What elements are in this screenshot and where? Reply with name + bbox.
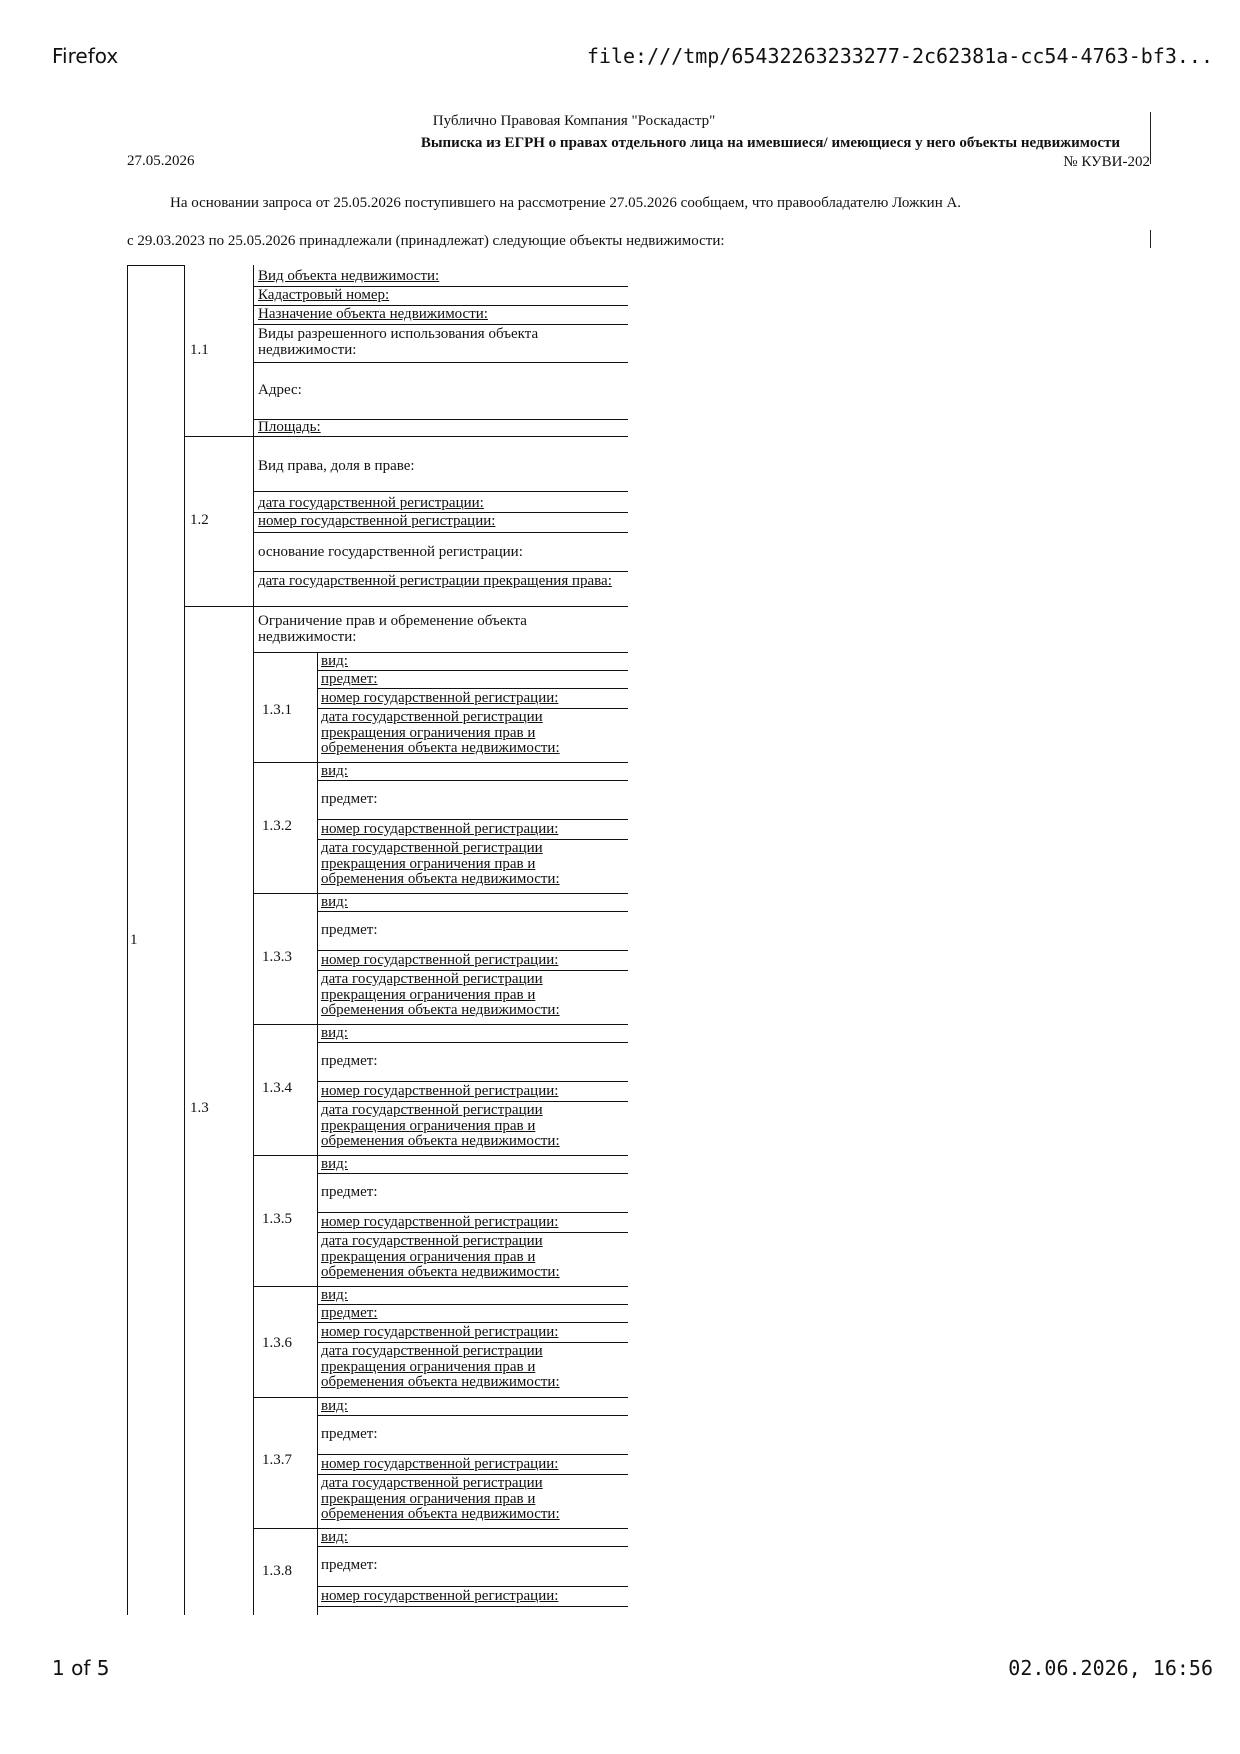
subsection-divider — [253, 1024, 628, 1025]
print-page-counter: 1 of 5 — [52, 1656, 110, 1680]
field-area: Площадь: — [258, 419, 321, 435]
field-line — [253, 652, 628, 653]
page-edge-line — [1150, 112, 1151, 164]
field-line — [317, 1212, 628, 1213]
restriction-end-date: дата государственной регистрации прекращения ограничения прав и обременения объекта недвижимости: — [321, 1475, 560, 1522]
subsection-number-1-3-8: 1.3.8 — [262, 1563, 292, 1579]
restriction-end-date: дата государственной регистрации прекращения ограничения прав и обременения объекта недвижимости: — [321, 709, 560, 756]
subsection-divider — [253, 1528, 628, 1529]
subsection-number-1-3-4: 1.3.4 — [262, 1080, 292, 1096]
restriction-reg-number: номер государственной регистрации: — [321, 1083, 559, 1099]
restriction-kind: вид: — [321, 1287, 348, 1303]
subsection-number-1-3-7: 1.3.7 — [262, 1452, 292, 1468]
restriction-end-date: дата государственной регистрации прекращения ограничения прав и обременения объекта недвижимости: — [321, 840, 560, 887]
period-paragraph: с 29.03.2023 по 25.05.2026 принадлежали (принадлежат) следующие объекты недвижимости: — [127, 233, 725, 249]
print-url: file:///tmp/65432263233277-2c62381a-cc54-4763-bf3... — [586, 44, 1213, 68]
restriction-kind: вид: — [321, 1156, 348, 1172]
restrictions-heading: Ограничение прав и обременение объекта недвижимости: — [258, 613, 527, 645]
table-border — [317, 652, 318, 1615]
company-name: Публично Правовая Компания "Роскадастр" — [432, 113, 716, 129]
field-permitted-use: Виды разрешенного использования объекта недвижимости: — [258, 326, 539, 358]
subsection-number-1-3-2: 1.3.2 — [262, 818, 292, 834]
table-border — [184, 265, 185, 1615]
restriction-reg-number: номер государственной регистрации: — [321, 1588, 559, 1604]
restriction-kind: вид: — [321, 1529, 348, 1545]
restriction-kind: вид: — [321, 1398, 348, 1414]
row-number: 1 — [130, 932, 138, 948]
restriction-kind: вид: — [321, 1025, 348, 1041]
field-line — [317, 1546, 628, 1547]
field-line — [317, 1081, 628, 1082]
subsection-divider — [253, 762, 628, 763]
table-border — [127, 265, 128, 1615]
subsection-divider — [253, 1397, 628, 1398]
print-datetime: 02.06.2026, 16:56 — [1008, 1656, 1213, 1680]
field-right-kind: Вид права, доля в праве: — [258, 458, 415, 474]
subsection-number-1-3-1: 1.3.1 — [262, 702, 292, 718]
print-browser-name: Firefox — [52, 44, 119, 68]
table-border — [184, 606, 628, 607]
field-reg-date: дата государственной регистрации: — [258, 495, 484, 511]
field-purpose: Назначение объекта недвижимости: — [258, 306, 488, 322]
restriction-kind: вид: — [321, 653, 348, 669]
page-edge-line — [1150, 230, 1151, 248]
field-line — [317, 819, 628, 820]
section-number-1-3: 1.3 — [190, 1100, 209, 1116]
field-object-kind: Вид объекта недвижимости: — [258, 268, 440, 284]
field-line — [317, 950, 628, 951]
restriction-end-date: дата государственной регистрации прекращения ограничения прав и обременения объекта недвижимости: — [321, 1102, 560, 1149]
document-title: Выписка из ЕГРН о правах отдельного лица на имевшиеся/ имеющиеся у него объекты недвижимости — [420, 135, 1120, 151]
restriction-kind: вид: — [321, 894, 348, 910]
field-line — [253, 571, 628, 572]
field-line — [317, 1042, 628, 1043]
restriction-reg-number: номер государственной регистрации: — [321, 821, 559, 837]
field-line — [317, 1454, 628, 1455]
request-paragraph: На основании запроса от 25.05.2026 поступившего на рассмотрение 27.05.2026 сообщаем, что правообладателю Ложкин А. — [170, 195, 962, 211]
subsection-divider — [253, 1286, 628, 1287]
restriction-kind: вид: — [321, 763, 348, 779]
restriction-end-date: дата государственной регистрации прекращения ограничения прав и обременения объекта недвижимости: — [321, 1343, 560, 1390]
subsection-divider — [253, 893, 628, 894]
document-date: 27.05.2026 — [127, 153, 195, 169]
field-right-end-date: дата государственной регистрации прекращения права: — [258, 573, 612, 589]
restriction-reg-number: номер государственной регистрации: — [321, 1324, 559, 1340]
document-number: № КУВИ-202 — [1063, 154, 1150, 170]
restriction-subject: предмет: — [321, 1305, 378, 1321]
restriction-reg-number: номер государственной регистрации: — [321, 690, 559, 706]
section-number-1-2: 1.2 — [190, 512, 209, 528]
field-address: Адрес: — [258, 382, 302, 398]
table-border — [184, 436, 628, 437]
subsection-number-1-3-6: 1.3.6 — [262, 1335, 292, 1351]
subsection-number-1-3-3: 1.3.3 — [262, 949, 292, 965]
restriction-subject: предмет: — [321, 1557, 378, 1573]
field-line — [317, 1415, 628, 1416]
field-line — [317, 1606, 628, 1607]
restriction-subject: предмет: — [321, 1053, 378, 1069]
field-line — [253, 491, 628, 492]
restriction-subject: предмет: — [321, 922, 378, 938]
field-line — [253, 362, 628, 363]
restriction-subject: предмет: — [321, 791, 378, 807]
restriction-reg-number: номер государственной регистрации: — [321, 952, 559, 968]
restriction-end-date: дата государственной регистрации прекращения ограничения прав и обременения объекта недвижимости: — [321, 1233, 560, 1280]
restriction-subject: предмет: — [321, 1426, 378, 1442]
field-line — [317, 1173, 628, 1174]
restriction-subject: предмет: — [321, 671, 378, 687]
field-reg-basis: основание государственной регистрации: — [258, 544, 523, 560]
table-border — [127, 265, 184, 266]
field-line — [253, 324, 628, 325]
restriction-reg-number: номер государственной регистрации: — [321, 1214, 559, 1230]
restriction-reg-number: номер государственной регистрации: — [321, 1456, 559, 1472]
field-line — [253, 532, 628, 533]
subsection-divider — [253, 1155, 628, 1156]
field-line — [317, 1586, 628, 1587]
field-line — [317, 688, 628, 689]
field-line — [317, 780, 628, 781]
field-line — [317, 1322, 628, 1323]
section-number-1-1: 1.1 — [190, 342, 209, 358]
restriction-subject: предмет: — [321, 1184, 378, 1200]
field-reg-number: номер государственной регистрации: — [258, 513, 496, 529]
field-cadastral-number: Кадастровый номер: — [258, 287, 390, 303]
field-line — [317, 911, 628, 912]
subsection-number-1-3-5: 1.3.5 — [262, 1211, 292, 1227]
table-border — [253, 265, 254, 1615]
restriction-end-date: дата государственной регистрации прекращения ограничения прав и обременения объекта недвижимости: — [321, 971, 560, 1018]
